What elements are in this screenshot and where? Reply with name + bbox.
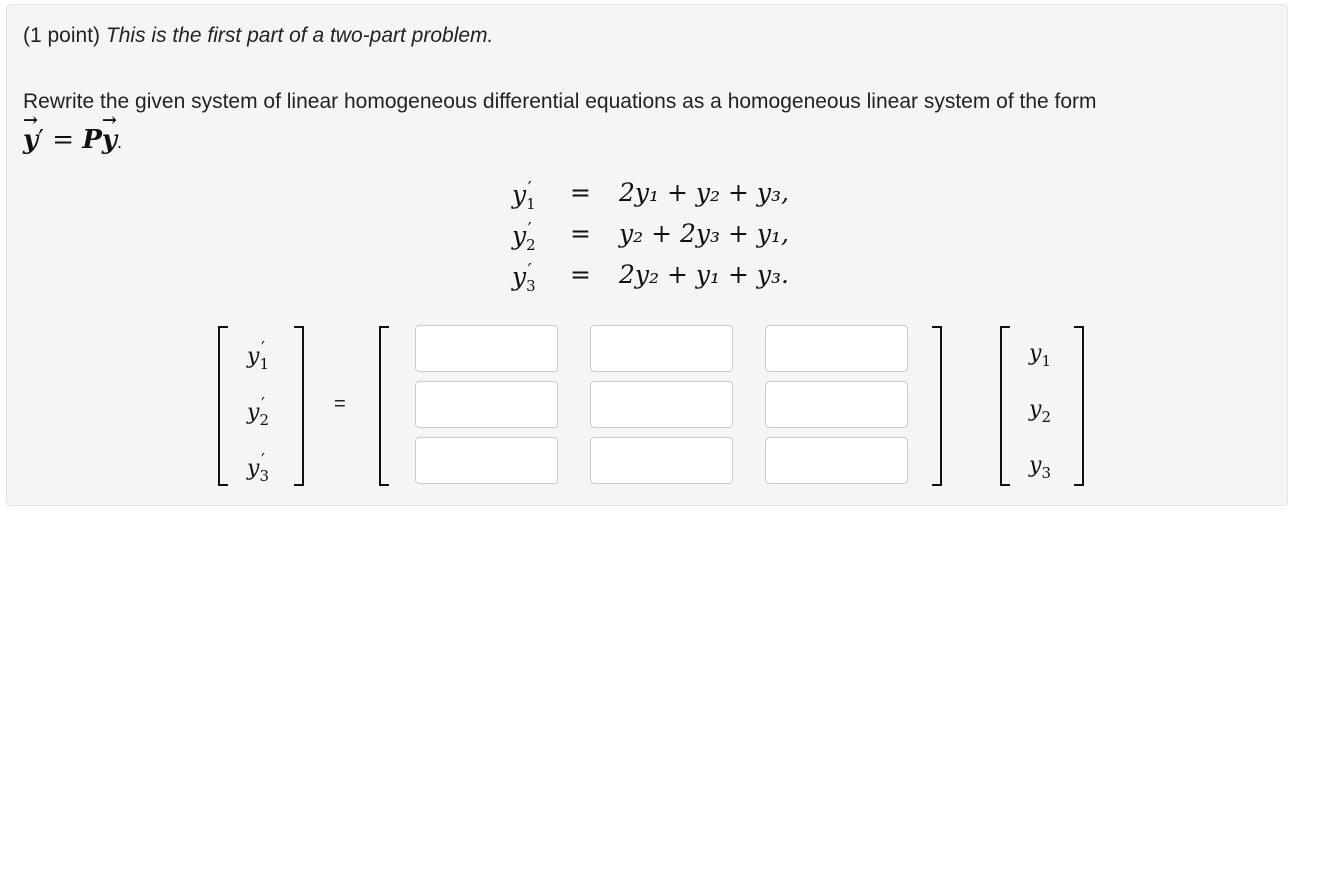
- equation-2-equals: =: [570, 219, 591, 248]
- equation-2-lhs: $y_2'$: [512, 219, 536, 254]
- matrix-p: P: [82, 125, 102, 155]
- matrix-input-r1c3[interactable]: [765, 325, 908, 372]
- matrix-equals-sign: =: [334, 393, 346, 415]
- right-vector-bracket-open: [1000, 326, 1010, 486]
- left-vector-entry-2: $y_2'$: [247, 394, 269, 429]
- matrix-bracket-close: [932, 326, 942, 486]
- matrix-input-r1c2[interactable]: [590, 325, 733, 372]
- left-vector-bracket-open: [218, 326, 228, 486]
- equation-3-rhs: 2y₂ + y₁ + y₃.: [619, 260, 789, 289]
- equation-1-equals: =: [570, 178, 591, 207]
- matrix-input-r3c2[interactable]: [590, 437, 733, 484]
- equation-3-lhs: $y_3'$: [512, 260, 536, 295]
- left-vector-bracket-close: [294, 326, 304, 486]
- matrix-input-r3c3[interactable]: [765, 437, 908, 484]
- problem-header: [23, 24, 493, 48]
- instruction-text: Rewrite the given system of linear homogeneous differential equations as a homogeneous linear system of the form: [23, 90, 1097, 113]
- left-vector-entry-1: $y_1'$: [247, 338, 269, 373]
- form-equals: =: [52, 125, 75, 155]
- points-label: (1 point): [23, 24, 101, 47]
- equation-1-rhs: 2y₁ + y₂ + y₃,: [619, 178, 789, 207]
- matrix-input-r2c2[interactable]: [590, 381, 733, 428]
- matrix-input-r2c1[interactable]: [415, 381, 558, 428]
- left-vector-entry-3: $y_3'$: [247, 450, 269, 485]
- right-vector-bracket-close: [1074, 326, 1084, 486]
- right-vector-entry-2: $y_2$: [1029, 397, 1051, 426]
- matrix-input-r2c3[interactable]: [765, 381, 908, 428]
- equation-2-rhs: y₂ + 2y₃ + y₁,: [619, 219, 789, 248]
- equation-1-lhs: $y_1'$: [512, 178, 536, 213]
- equation-3-equals: =: [570, 260, 591, 289]
- right-vector-entry-3: $y_3$: [1029, 453, 1051, 482]
- form-prime: ′: [38, 125, 45, 155]
- matrix-input-r1c1[interactable]: [415, 325, 558, 372]
- form-equation: [23, 125, 122, 155]
- matrix-input-r3c1[interactable]: [415, 437, 558, 484]
- vector-y-rhs: → y: [102, 125, 117, 155]
- matrix-bracket-open: [379, 326, 389, 486]
- right-vector-entry-1: $y_1$: [1029, 341, 1051, 370]
- intro-text: This is the first part of a two-part problem.: [105, 24, 494, 47]
- vector-y-lhs: → y: [23, 125, 38, 155]
- form-period: .: [117, 132, 123, 152]
- problem-panel: [6, 4, 1288, 506]
